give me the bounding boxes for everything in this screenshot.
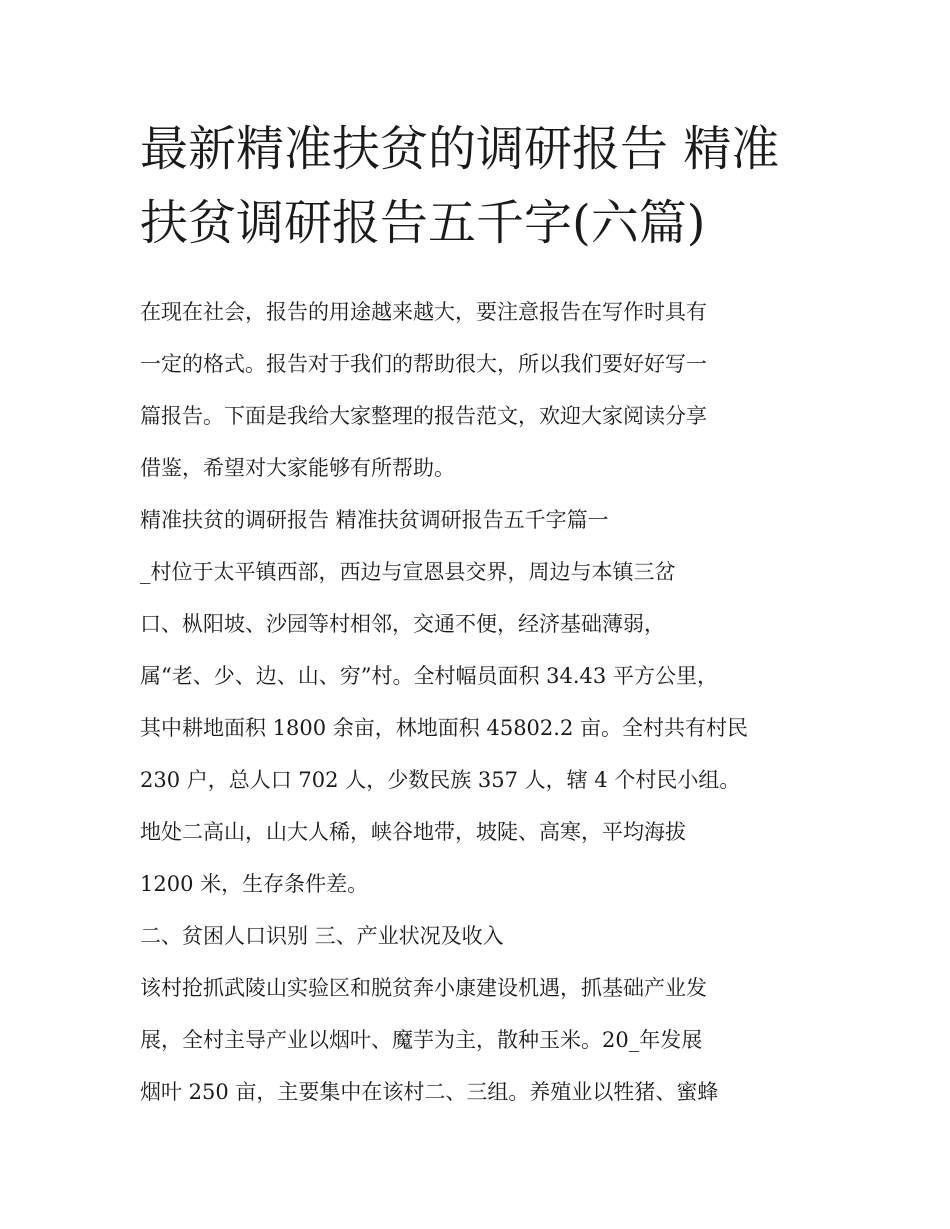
section-heading: 精准扶贫的调研报告 精准扶贫调研报告五千字篇一	[140, 508, 609, 532]
title-line: 最新精准扶贫的调研报告 精准	[140, 121, 780, 177]
text-line: 篇报告。下面是我给大家整理的报告范文，欢迎大家阅读分享	[140, 404, 707, 428]
text-line: 属“老、少、边、山、穷”村。全村幅员面积 34.43 平方公里，	[140, 664, 718, 688]
section1-paragraph	[140, 546, 820, 910]
text-line: 地处二高山，山大人稀，峡谷地带，坡陡、高寒，平均海拔	[140, 820, 686, 844]
text-line: 借鉴，希望对大家能够有所帮助。	[140, 456, 455, 480]
intro-paragraph	[140, 286, 820, 494]
text-line: 口、枞阳坡、沙园等村相邻，交通不便，经济基础薄弱，	[140, 612, 665, 636]
text-line: 在现在社会，报告的用途越来越大，要注意报告在写作时具有	[140, 300, 707, 324]
document-page	[140, 112, 820, 1118]
title-line: 扶贫调研报告五千字(六篇)	[140, 195, 706, 251]
text-line: 烟叶 250 亩，主要集中在该村二、三组。养殖业以牲猪、蜜蜂	[140, 1080, 719, 1104]
text-line: 一定的格式。报告对于我们的帮助很大，所以我们要好好写一	[140, 352, 707, 376]
text-line: 1200 米，生存条件差。	[140, 872, 369, 896]
text-line: 230 户，总人口 702 人，少数民族 357 人，辖 4 个村民小组。	[140, 768, 741, 792]
document-title	[140, 112, 820, 260]
section2-paragraph	[140, 962, 820, 1118]
text-line: _村位于太平镇西部，西边与宣恩县交界，周边与本镇三岔	[140, 560, 676, 584]
text-line: 展，全村主导产业以烟叶、魔芋为主，散种玉米。20_年发展	[140, 1028, 703, 1052]
text-line: 其中耕地面积 1800 余亩，林地面积 45802.2 亩。全村共有村民	[140, 716, 748, 740]
section-heading: 二、贫困人口识别 三、产业状况及收入	[140, 924, 504, 948]
text-line: 该村抢抓武陵山实验区和脱贫奔小康建设机遇，抓基础产业发	[140, 976, 707, 1000]
